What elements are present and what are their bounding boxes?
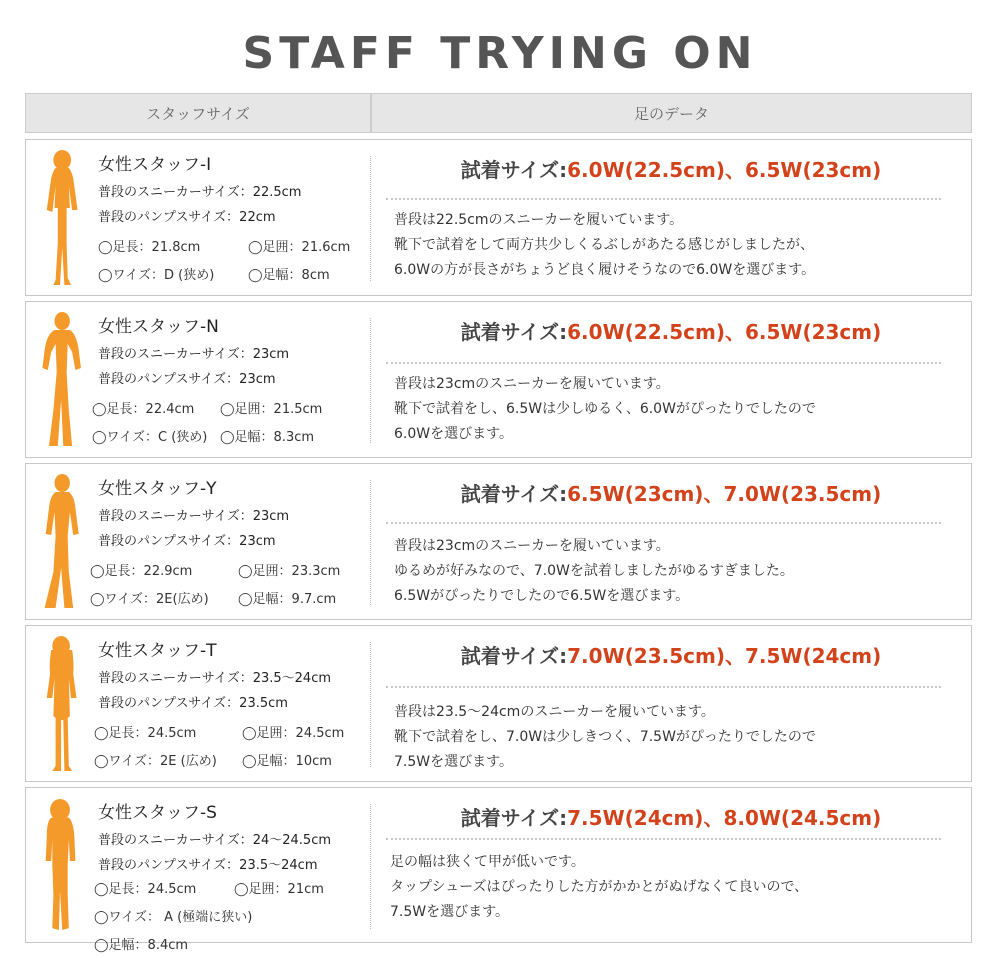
staff-name: 女性スタッフ-I: [98, 155, 212, 175]
foot-length: ◯足長：22.9cm: [90, 564, 193, 579]
trial-size-value: 6.0W(22.5cm)、6.5W(23cm): [567, 158, 882, 182]
comment-line: 6.0Wを選びます。: [394, 426, 513, 442]
pumps-size: 普段のパンプスサイズ：23cm: [98, 372, 276, 387]
woman-silhouette-icon: [38, 472, 82, 612]
staff-info: [94, 636, 378, 774]
pumps-size: 普段のパンプスサイズ：22cm: [98, 210, 276, 225]
comment-line: 足の幅は狭くて甲が低いです。: [390, 854, 585, 870]
pumps-size: 普段のパンプスサイズ：23.5〜24cm: [98, 858, 318, 873]
header-foot-data: 足のデータ: [371, 93, 972, 133]
trial-size-label: 試着サイズ:: [460, 644, 568, 668]
staff-info: [98, 150, 378, 288]
comment-line: 靴下で試着をし、7.0Wは少しきつく、7.5Wがぴったりでしたので: [394, 729, 816, 745]
trial-size-value: 6.0W(22.5cm)、6.5W(23cm): [567, 320, 882, 344]
trial-size-value: 7.0W(23.5cm)、7.5W(24cm): [567, 644, 882, 668]
divider: [370, 642, 372, 767]
dotted-divider: [386, 686, 941, 688]
foot-wise: ◯ワイズ：2E (広め): [94, 754, 217, 769]
dotted-divider: [386, 362, 941, 364]
trial-size: [386, 478, 956, 507]
dotted-divider: [386, 838, 941, 840]
comment-line: ゆるめが好みなので、7.0Wを試着しましたがゆるすぎました。: [394, 563, 794, 579]
foot-width: ◯足幅：9.7.cm: [238, 592, 337, 607]
trial-size-label: 試着サイズ:: [460, 158, 568, 182]
foot-girth: ◯足囲：21cm: [234, 882, 324, 897]
foot-width: ◯足幅：8cm: [248, 268, 330, 283]
comment-line: 普段は23cmのスニーカーを履いています。: [394, 538, 670, 554]
foot-wise: ◯ワイズ：C (狭め): [92, 430, 208, 445]
foot-width: ◯足幅：10cm: [242, 754, 332, 769]
trial-size: [386, 640, 956, 669]
pumps-size: 普段のパンプスサイズ：23.5cm: [98, 696, 288, 711]
divider: [370, 480, 372, 605]
trial-size: [386, 316, 956, 345]
comment-line: タップシューズはぴったりした方がかかとがぬげなくて良いので、: [390, 879, 809, 895]
staff-comment: [394, 534, 954, 609]
staff-comment: [394, 372, 954, 447]
staff-card-i: [25, 139, 972, 296]
staff-comment: [394, 700, 954, 775]
comment-line: 靴下で試着をし、6.5Wは少しゆるく、6.0Wがぴったりでしたので: [394, 401, 816, 417]
trial-size-label: 試着サイズ:: [460, 320, 568, 344]
staff-card-s: [25, 787, 972, 953]
foot-length: ◯足長：21.8cm: [98, 240, 201, 255]
foot-length: ◯足長：24.5cm: [94, 882, 197, 897]
divider: [370, 804, 372, 929]
foot-length: ◯足長：24.5cm: [94, 726, 197, 741]
page-title: STAFF TRYING ON: [242, 28, 758, 79]
sneaker-size: 普段のスニーカーサイズ：22.5cm: [98, 185, 302, 200]
woman-silhouette-icon: [38, 310, 82, 450]
table-header: [25, 93, 972, 133]
comment-line: 7.5Wを選びます。: [394, 754, 513, 770]
comment-line: 6.5Wがぴったりでしたので6.5Wを選びます。: [394, 588, 690, 604]
woman-silhouette-icon: [38, 796, 82, 934]
comment-line: 靴下で試着をして両方共少しくるぶしがあたる感じがしましたが、: [394, 237, 814, 253]
staff-card-n: [25, 301, 972, 458]
foot-girth: ◯足囲：24.5cm: [242, 726, 345, 741]
staff-info: [90, 474, 378, 612]
comment-line: 6.0Wの方が長さがちょうど良く履けそうなので6.0Wを選びます。: [394, 262, 816, 278]
comment-line: 普段は22.5cmのスニーカーを履いています。: [394, 212, 684, 228]
pumps-size: 普段のパンプスサイズ：23cm: [98, 534, 276, 549]
foot-wise: ◯ワイズ：D (狭め): [98, 268, 215, 283]
foot-girth: ◯足囲：21.5cm: [220, 402, 323, 417]
comment-line: 7.5Wを選びます。: [390, 904, 509, 920]
staff-card-y: [25, 463, 972, 620]
trial-size: [386, 802, 956, 831]
sneaker-size: 普段のスニーカーサイズ：23cm: [98, 509, 290, 524]
foot-width: ◯足幅：8.4cm: [94, 938, 189, 953]
staff-card-t: [25, 625, 972, 782]
trial-size-value: 7.5W(24cm)、8.0W(24.5cm): [567, 806, 882, 830]
dotted-divider: [386, 522, 941, 524]
staff-info: [94, 798, 378, 958]
staff-name: 女性スタッフ-Y: [98, 479, 217, 499]
woman-silhouette-icon: [38, 634, 82, 774]
trial-size-value: 6.5W(23cm)、7.0W(23.5cm): [567, 482, 882, 506]
comment-line: 普段は23cmのスニーカーを履いています。: [394, 376, 670, 392]
staff-comment: [390, 850, 950, 925]
trial-size: [386, 154, 956, 183]
staff-comment: [394, 208, 954, 283]
sneaker-size: 普段のスニーカーサイズ：23.5〜24cm: [98, 671, 331, 686]
divider: [370, 156, 372, 281]
foot-girth: ◯足囲：23.3cm: [238, 564, 341, 579]
foot-wise: ◯ワイズ： A (極端に狭い): [94, 910, 253, 925]
trial-size-label: 試着サイズ:: [460, 806, 568, 830]
staff-info: [92, 312, 378, 450]
dotted-divider: [386, 198, 941, 200]
staff-name: 女性スタッフ-N: [98, 317, 219, 337]
divider: [370, 318, 372, 443]
woman-silhouette-icon: [38, 148, 82, 288]
comment-line: 普段は23.5〜24cmのスニーカーを履いています。: [394, 704, 715, 720]
foot-wise: ◯ワイズ：2E(広め): [90, 592, 209, 607]
sneaker-size: 普段のスニーカーサイズ：24〜24.5cm: [98, 833, 331, 848]
trial-size-label: 試着サイズ:: [460, 482, 568, 506]
foot-width: ◯足幅：8.3cm: [220, 430, 315, 445]
sneaker-size: 普段のスニーカーサイズ：23cm: [98, 347, 290, 362]
foot-girth: ◯足囲：21.6cm: [248, 240, 351, 255]
staff-name: 女性スタッフ-T: [98, 641, 217, 661]
staff-name: 女性スタッフ-S: [98, 803, 217, 823]
foot-length: ◯足長：22.4cm: [92, 402, 195, 417]
header-staff-size: スタッフサイズ: [25, 93, 371, 133]
